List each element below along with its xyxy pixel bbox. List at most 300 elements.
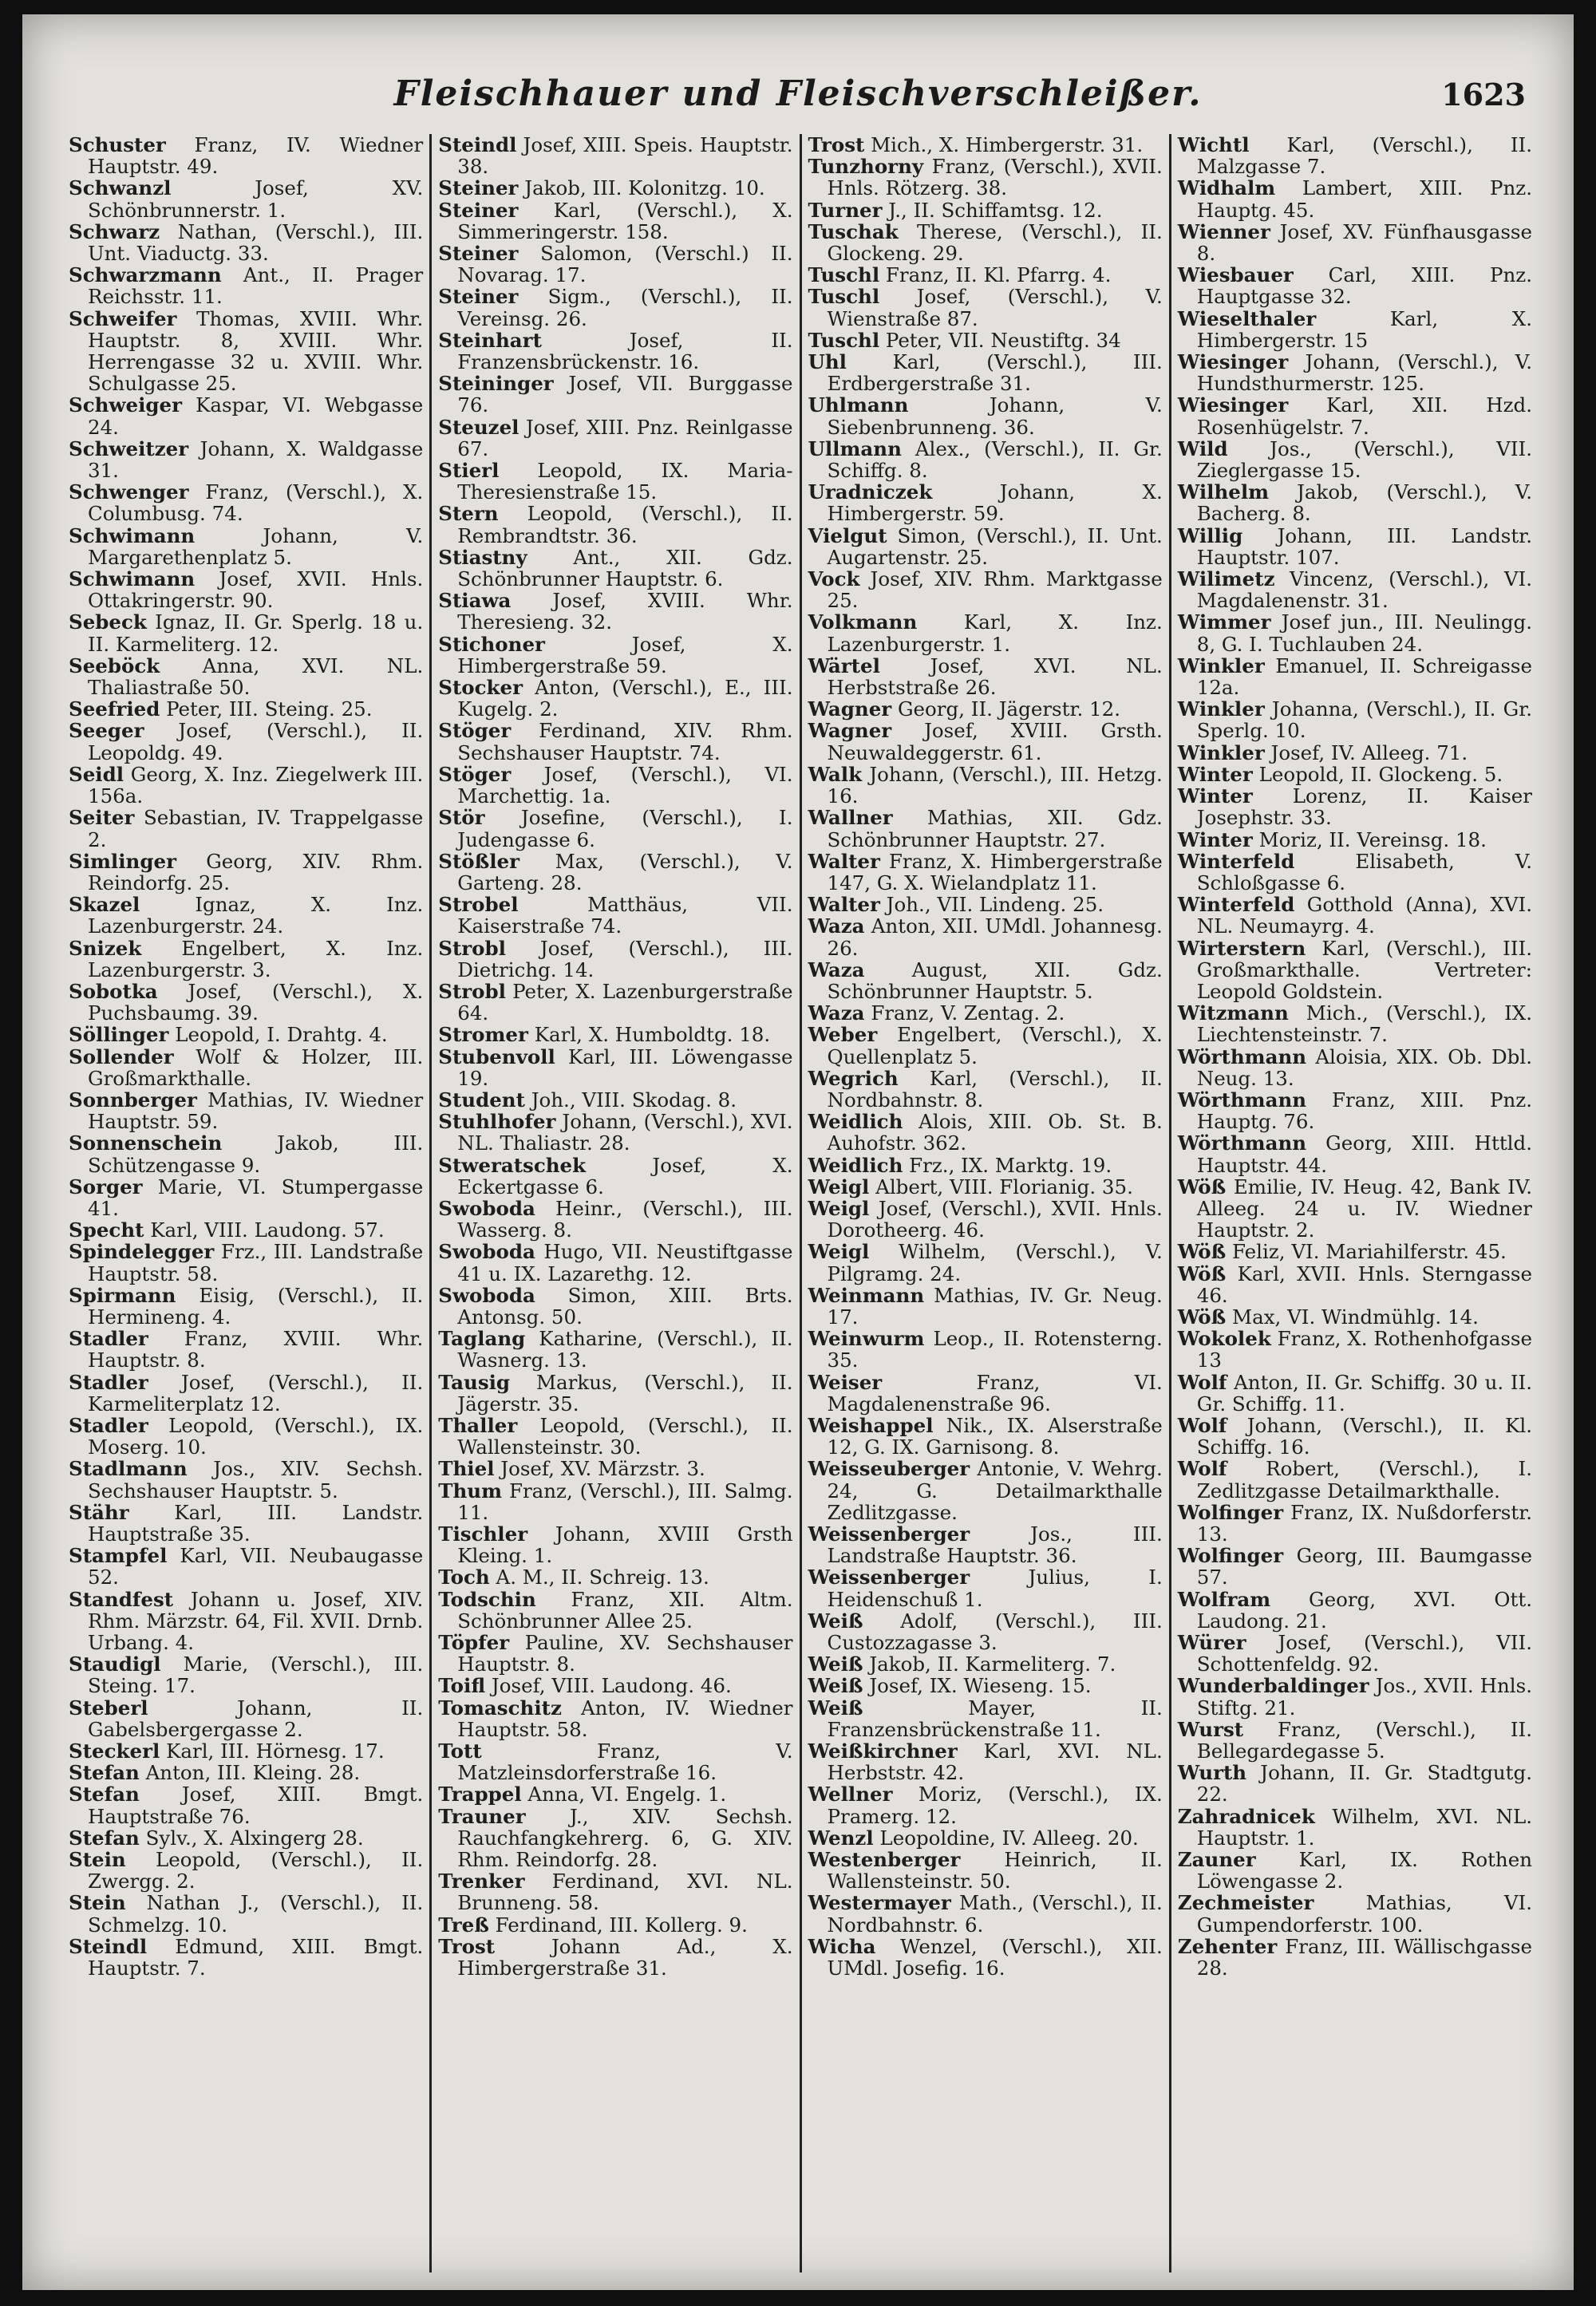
entry-name: Tuschak [808,219,899,243]
entry-name: Stadlmann [69,1457,188,1481]
entry-details: Josef, XV. Schönbrunnerstr. 1. [88,176,424,222]
entry-details: Johann Ad., X. Himbergerstraße 31. [457,1934,793,1980]
directory-entry [438,1089,792,1111]
entry-details: Josef, XIII. Pnz. Reinlgasse 67. [457,415,793,460]
entry-details: Katharine, (Verschl.), II. Wasnerg. 13. [457,1327,793,1372]
directory-entry [438,764,792,807]
entry-details: Markus, (Verschl.), II. Jägerstr. 35. [457,1370,793,1416]
directory-entry [808,611,1163,654]
entry-name: Stadler [69,1413,148,1437]
entry-details: Jos., XIV. Sechsh. Sechshauser Hauptstr. 5. [88,1457,424,1502]
directory-entry [808,1675,1163,1696]
entry-details: Leopold, (Verschl.), IX. Moserg. 10. [88,1413,424,1459]
entry-name: Wunderbaldinger [1177,1674,1369,1698]
entry-details: Sylv., X. Alxingerg 28. [139,1826,364,1850]
directory-entry [69,1176,423,1219]
entry-name: Zauner [1177,1848,1256,1872]
directory-column-1 [62,134,432,2272]
entry-details: Josef, (Verschl.), X. Puchsbaumg. 39. [88,979,424,1025]
entry-details: Josef, (Verschl.), XVII. Hnls. Dorotheerg. 46. [827,1196,1163,1242]
entry-name: Student [438,1088,525,1112]
entry-details: Josef, XVII. Hnls. Ottakringerstr. 90. [88,567,424,613]
directory-entry [69,720,423,763]
entry-name: Walter [808,893,880,917]
directory-entry [1178,1719,1532,1762]
entry-details: Franz, V. Zentag. 2. [864,1001,1065,1025]
entry-details: Karl, VII. Neubaugasse 52. [88,1544,424,1589]
entry-name: Stuhlhofer [438,1110,556,1134]
entry-details: Elisabeth, V. Schloßgasse 6. [1196,849,1532,894]
entry-details: Johann, V. Margarethenplatz 5. [88,523,424,569]
directory-entry [808,221,1163,264]
entry-details: A. M., II. Schreig. 13. [489,1566,709,1589]
entry-details: Josef jun., III. Neulingg. 8, G. I. Tuchlauben 24. [1196,610,1532,656]
directory-entry [808,764,1163,807]
directory-entry [808,394,1163,437]
entry-details: Johann, II. Gr. Stadtgutg. 22. [1196,1761,1532,1806]
entry-details: Karl, X. Inz. Lazenburgerstr. 1. [827,610,1163,656]
entry-details: Max, (Verschl.), V. Garteng. 28. [457,849,793,894]
entry-details: Johann, X. Waldgasse 31. [88,436,424,483]
entry-name: Tuschl [808,328,880,352]
entry-name: Wiesbauer [1177,263,1294,287]
directory-entry [808,915,1163,958]
entry-name: Sorger [69,1175,143,1198]
entry-details: Adolf, (Verschl.), III. Custozzagasse 3. [827,1609,1163,1655]
entry-name: Steuzel [438,415,519,439]
entry-name: Simlinger [69,849,176,873]
directory-entry [1178,1263,1532,1306]
entry-name: Uradniczek [808,480,933,504]
entry-name: Schwarz [69,219,160,243]
entry-name: Stör [438,806,485,830]
entry-details: Alois, XIII. Ob. St. B. Auhofstr. 362. [827,1110,1163,1155]
entry-details: Josef, II. Franzensbrückenstr. 16. [457,328,793,374]
directory-entry [1178,1589,1532,1632]
entry-name: Winkler [1177,740,1265,764]
directory-entry [69,221,423,264]
directory-entry [808,894,1163,915]
entry-details: Moriz, (Verschl.), IX. Pramerg. 12. [827,1783,1163,1828]
entry-details: Johann, XVIII Grsth Kleing. 1. [457,1522,793,1568]
entry-name: Wiesinger [1177,393,1289,417]
entry-name: Wöß [1177,1175,1227,1198]
entry-details: Frz., III. Landstraße Hauptstr. 58. [88,1240,424,1285]
entry-details: Heinrich, II. Wallensteinstr. 50. [827,1848,1163,1893]
directory-entry [438,1914,792,1936]
directory-entry [1178,829,1532,851]
directory-entry [808,1024,1163,1067]
entry-name: Specht [69,1218,144,1242]
entry-name: Weinwurm [808,1327,925,1351]
entry-name: Witzmann [1177,1001,1289,1025]
entry-details: Karl, XVI. NL. Herbststr. 42. [827,1739,1163,1785]
entry-details: Karl, X. Himbergerstr. 15 [1196,306,1532,352]
directory-entry [69,1372,423,1415]
entry-name: Söllinger [69,1023,169,1047]
directory-entry [808,1936,1163,1979]
entry-details: Lambert, XIII. Pnz. Hauptg. 45. [1196,176,1532,222]
entry-name: Stubenvoll [438,1044,555,1068]
directory-entry [808,1458,1163,1523]
entry-name: Weishappel [808,1413,934,1437]
directory-page [22,14,1574,2290]
entry-details: Jakob, (Verschl.), V. Bacherg. 8. [1196,480,1532,526]
entry-name: Stöger [438,719,512,743]
directory-entry [1178,938,1532,1003]
entry-name: Wimmer [1177,610,1271,634]
directory-entry [69,134,423,177]
entry-details: Johann, III. Landstr. Hauptstr. 107. [1196,523,1532,569]
entry-details: Johann u. Josef, XIV. Rhm. Märzstr. 64, Fil. XVII. Drnb. Urbang. 4. [88,1587,424,1655]
directory-entry [438,134,792,177]
entry-name: Winter [1177,827,1253,851]
directory-entry [808,698,1163,720]
entry-name: Sonnberger [69,1088,197,1112]
entry-details: Georg, X. Inz. Ziegelwerk III. 156a. [88,762,424,808]
directory-entry [1178,264,1532,307]
entry-name: Stern [438,502,499,526]
directory-entry [69,525,423,568]
entry-name: Trost [808,134,865,156]
directory-entry [69,394,423,437]
directory-entry [438,503,792,546]
entry-name: Wurst [1177,1717,1244,1741]
entry-details: Julius, I. Heidenschuß 1. [827,1566,1163,1611]
entry-name: Thaller [438,1413,518,1437]
entry-details: Josef, X. Eckertgasse 6. [457,1153,793,1198]
entry-details: Ferdinand, XVI. NL. Brunneng. 58. [457,1870,793,1915]
directory-entry [69,1024,423,1045]
entry-details: Sebastian, IV. Trappelgasse 2. [88,806,424,851]
entry-name: Walk [808,762,863,786]
directory-entry [1178,1632,1532,1675]
directory-entry [69,1589,423,1654]
entry-details: Franz, IV. Wiedner Hauptstr. 49. [88,134,424,179]
directory-entry [69,481,423,524]
entry-name: Winterfeld [1177,849,1295,873]
entry-name: Trappel [438,1783,522,1806]
directory-entry [438,460,792,503]
directory-entry [1178,851,1532,894]
entry-details: Georg, II. Jägerstr. 12. [891,697,1121,721]
entry-name: Wallner [808,806,893,830]
entry-name: Todschin [438,1587,536,1611]
entry-details: Leopold, II. Glockeng. 5. [1252,762,1503,786]
directory-entry [1178,1458,1532,1501]
directory-entry [808,1372,1163,1415]
directory-entry [69,938,423,981]
directory-entry [808,1415,1163,1458]
directory-entry [438,1740,792,1783]
entry-details: Franz, (Verschl.), X. Columbusg. 74. [88,480,424,526]
directory-entry [808,438,1163,481]
entry-details: Johann, II. Gabelsbergergasse 2. [88,1696,424,1741]
entry-name: Tomaschitz [438,1696,562,1720]
directory-entry [69,807,423,850]
entry-name: Schwimann [69,567,196,591]
entry-name: Steiner [438,176,519,200]
entry-name: Stweratschek [438,1153,587,1177]
entry-details: Engelbert, (Verschl.), X. Quellenplatz 5. [827,1023,1163,1068]
entry-name: Weiser [808,1370,883,1394]
entry-name: Zechmeister [1177,1891,1314,1915]
directory-entry [808,807,1163,850]
directory-entry [438,373,792,416]
directory-entry [1178,1415,1532,1458]
entry-details: Franz, III. Wällischgasse 28. [1196,1934,1532,1980]
directory-entry [808,1849,1163,1892]
entry-name: Thiel [438,1457,495,1481]
entry-name: Schwarzmann [69,263,222,287]
entry-details: Math., (Verschl.), II. Nordbahnstr. 6. [827,1891,1163,1937]
directory-entry [438,720,792,763]
entry-details: Simon, (Verschl.), II. Unt. Augartenstr. 25. [827,523,1163,569]
entry-details: Jos., XVII. Hnls. Stiftg. 21. [1196,1674,1532,1720]
entry-name: Waza [808,958,865,981]
entry-name: Stocker [438,676,523,700]
entry-name: Weissenberger [808,1522,970,1546]
directory-column-3 [802,134,1171,2272]
entry-details: Ignaz, II. Gr. Sperlg. 18 u. II. Karmeliterg. 12. [88,610,424,656]
entry-details: Vincenz, (Verschl.), VI. Magdalenenstr. 31. [1196,567,1532,613]
directory-entry [69,1697,423,1740]
entry-details: Josef, XV. Märzstr. 3. [494,1457,705,1481]
entry-details: Heinr., (Verschl.), III. Wasserg. 8. [457,1196,793,1242]
directory-entry [1178,134,1532,177]
entry-details: Moriz, II. Vereinsg. 18. [1252,827,1487,851]
directory-entry [69,1219,423,1241]
entry-name: Toifl [438,1674,486,1698]
entry-name: Wolf [1177,1413,1227,1437]
entry-details: Wilhelm, (Verschl.), V. Pilgramg. 24. [827,1240,1163,1285]
entry-name: Wienner [1177,219,1270,243]
directory-entry [438,1675,792,1696]
entry-name: Wöß [1177,1305,1227,1329]
entry-details: Johann, V. Siebenbrunneng. 36. [827,393,1163,439]
entry-name: Strobl [438,936,506,960]
entry-name: Ullmann [808,436,902,460]
entry-name: Snizek [69,936,142,960]
entry-details: Max, VI. Windmühlg. 14. [1226,1305,1479,1329]
directory-entry [1178,1936,1532,1979]
entry-details: Peter, III. Steing. 25. [160,697,373,721]
directory-entry [69,177,423,220]
entry-details: Alex., (Verschl.), II. Gr. Schiffg. 8. [827,436,1163,483]
entry-name: Weißkirchner [808,1739,958,1763]
entry-name: Wirterstern [1177,936,1306,960]
entry-details: Karl, XII. Hzd. Rosenhügelstr. 7. [1196,393,1532,439]
entry-name: Winter [1177,784,1253,808]
entry-details: Ant., XII. Gdz. Schönbrunner Hauptstr. 6. [457,545,793,591]
entry-name: Waza [808,1001,865,1025]
directory-entry [808,1566,1163,1609]
entry-name: Tott [438,1739,482,1763]
entry-name: Seeböck [69,653,160,677]
directory-entry [69,655,423,698]
entry-details: Joh., VIII. Skodag. 8. [524,1088,737,1112]
entry-name: Zahradnicek [1177,1804,1315,1828]
entry-details: Karl, III. Löwengasse 19. [457,1044,793,1090]
entry-name: Wöß [1177,1262,1227,1285]
entry-details: Kaspar, VI. Webgasse 24. [88,393,424,439]
entry-name: Trenker [438,1870,525,1893]
directory-entry [69,438,423,481]
directory-entry [69,894,423,937]
entry-details: Josef, (Verschl.), VI. Marchettig. 1a. [457,762,793,808]
entry-details: Franz, XVIII. Whr. Hauptstr. 8. [88,1327,424,1372]
entry-details: Leopold, (Verschl.), II. Rembrandtstr. 36. [457,502,793,547]
directory-entry [808,1176,1163,1198]
entry-details: Emanuel, II. Schreigasse 12a. [1196,653,1532,700]
directory-entry [438,417,792,460]
directory-entry [438,1458,792,1479]
entry-name: Treß [438,1913,489,1937]
directory-entry [69,1849,423,1892]
entry-name: Wolf [1177,1370,1227,1394]
entry-name: Weisseuberger [808,1457,970,1481]
entry-details: Aloisia, XIX. Ob. Dbl. Neug. 13. [1196,1044,1532,1090]
entry-name: Vock [808,567,860,591]
directory-entry [808,1285,1163,1328]
entry-name: Stein [69,1891,126,1915]
entry-name: Tausig [438,1370,511,1394]
entry-details: Franz, (Verschl.), XVII. Hnls. Rötzerg. 38. [827,155,1163,200]
entry-name: Swoboda [438,1240,535,1264]
directory-entry [438,1480,792,1523]
entry-name: Weiß [808,1696,863,1720]
directory-entry [1178,1545,1532,1588]
directory-entry [438,1241,792,1284]
entry-name: Wörthmann [1177,1088,1307,1112]
directory-entry [69,1415,423,1458]
entry-name: Weidlich [808,1110,903,1134]
entry-details: Leopold, (Verschl.), II. Zwergg. 2. [88,1848,424,1893]
entry-details: Sigm., (Verschl.), II. Vereinsg. 26. [457,285,793,330]
directory-entry [808,264,1163,286]
entry-name: Stiawa [438,589,512,613]
directory-entry [438,677,792,720]
entry-name: Wolfinger [1177,1500,1284,1524]
entry-details: Leopold, (Verschl.), II. Wallensteinstr. 30. [457,1413,793,1459]
directory-entry [69,698,423,720]
entry-details: Leopold, IX. Maria-Theresienstraße 15. [457,459,793,504]
directory-entry [438,590,792,633]
entry-details: Franz, X. Himbergerstraße 147, G. X. Wielandplatz 11. [827,849,1163,894]
directory-entry [438,1198,792,1241]
entry-details: J., XIV. Sechsh. Rauchfangkehrerg. 6, G. XIV. Rhm. Reindorfg. 28. [457,1804,793,1872]
entry-details: Jakob, II. Karmeliterg. 7. [863,1653,1116,1676]
entry-name: Sonnenschein [69,1131,223,1155]
entry-details: Matthäus, VII. Kaiserstraße 74. [457,893,793,938]
entry-name: Vielgut [808,523,887,547]
directory-entry [808,481,1163,524]
entry-name: Wenzl [808,1826,874,1850]
entry-name: Schwanzl [69,176,172,200]
entry-details: Franz, IX. Nußdorferstr. 13. [1196,1500,1532,1546]
entry-details: Johann, (Verschl.), III. Hetzg. 16. [827,762,1163,808]
entry-name: Steiner [438,198,519,222]
entry-name: Winterfeld [1177,893,1295,917]
entry-name: Schweitzer [69,436,189,460]
entry-name: Wolfram [1177,1587,1271,1611]
entry-name: Volkmann [808,610,918,634]
entry-details: Ignaz, X. Inz. Lazenburgerstr. 24. [88,893,424,938]
entry-details: Jakob, III. Kolonitzg. 10. [518,176,765,200]
directory-entry [438,894,792,937]
entry-details: Josef, VIII. Laudong. 46. [485,1674,732,1698]
entry-name: Steindl [69,1934,148,1958]
entry-name: Tischler [438,1522,528,1546]
entry-name: Spindelegger [69,1240,215,1264]
entry-details: Anton, II. Gr. Schiffg. 30 u. II. Gr. Schiffg. 11. [1196,1370,1532,1416]
directory-entry [1178,1002,1532,1045]
entry-details: August, XII. Gdz. Schönbrunner Hauptstr. 5. [827,958,1163,1003]
entry-details: Gotthold (Anna), XVI. NL. Neumayrg. 4. [1196,893,1532,938]
entry-details: Nathan, (Verschl.), III. Unt. Viaductg. 33. [88,219,424,266]
directory-entry [438,177,792,199]
entry-name: Strobl [438,979,506,1003]
entry-name: Steinhart [438,328,542,352]
entry-details: Josefine, (Verschl.), I. Judengasse 6. [457,806,793,851]
entry-name: Tunzhorny [808,155,924,179]
directory-entry [808,1610,1163,1653]
entry-name: Wolf [1177,1457,1227,1481]
entry-name: Wokolek [1177,1327,1271,1351]
entry-name: Uhlmann [808,393,909,417]
entry-name: Stromer [438,1023,528,1047]
entry-name: Wolfinger [1177,1544,1284,1568]
entry-details: Edmund, XIII. Bmgt. Hauptstr. 7. [88,1934,424,1980]
directory-entry [1178,655,1532,698]
directory-entry [438,1566,792,1588]
entry-details: Robert, (Verschl.), I. Zedlitzgasse Detailmarkthalle. [1196,1457,1532,1502]
entry-name: Schuster [69,134,166,156]
directory-entry [69,611,423,654]
entry-name: Swoboda [438,1196,535,1220]
entry-details: Leopoldine, IV. Alleeg. 20. [873,1826,1139,1850]
entry-details: Karl, (Verschl.), III. Großmarkthalle. Vertreter: Leopold Goldstein. [1196,936,1532,1003]
directory-entry [1178,1046,1532,1089]
entry-details: Mathias, IV. Gr. Neug. 17. [827,1283,1163,1329]
entry-name: Stampfel [69,1544,168,1568]
entry-name: Steckerl [69,1739,160,1763]
directory-entry [69,1740,423,1762]
directory-entry [1178,894,1532,937]
entry-details: Thomas, XVIII. Whr. Hauptstr. 8, XVIII. Whr. Herrengasse 32 u. XVIII. Whr. Schulgasse 25. [88,306,424,396]
directory-entry [69,1936,423,1979]
entry-details: Karl, (Verschl.), II. Nordbahnstr. 8. [827,1066,1163,1112]
entry-details: Franz, XIII. Pnz. Hauptg. 76. [1196,1088,1532,1134]
entry-details: Mathias, IV. Wiedner Hauptstr. 59. [88,1088,424,1134]
entry-details: Ferdinand, XIV. Rhm. Sechshauser Hauptstr. 74. [457,719,793,764]
directory-entry [808,851,1163,894]
entry-details: Carl, XIII. Pnz. Hauptgasse 32. [1196,263,1532,309]
entry-details: Frz., IX. Marktg. 19. [903,1153,1112,1177]
entry-name: Standfest [69,1587,174,1611]
entry-name: Weissenberger [808,1566,970,1589]
directory-entry [1178,394,1532,437]
entry-name: Wellner [808,1783,893,1806]
directory-entry [1178,1675,1532,1718]
directory-entry [1178,1176,1532,1242]
directory-entry [69,1458,423,1501]
entry-details: Wenzel, (Verschl.), XII. UMdl. Josefig. 16. [827,1934,1163,1980]
directory-entry [808,959,1163,1002]
entry-details: Nik., IX. Alserstraße 12, G. IX. Garnisong. 8. [827,1413,1163,1459]
directory-entry [1178,177,1532,220]
directory-entry [69,1241,423,1284]
